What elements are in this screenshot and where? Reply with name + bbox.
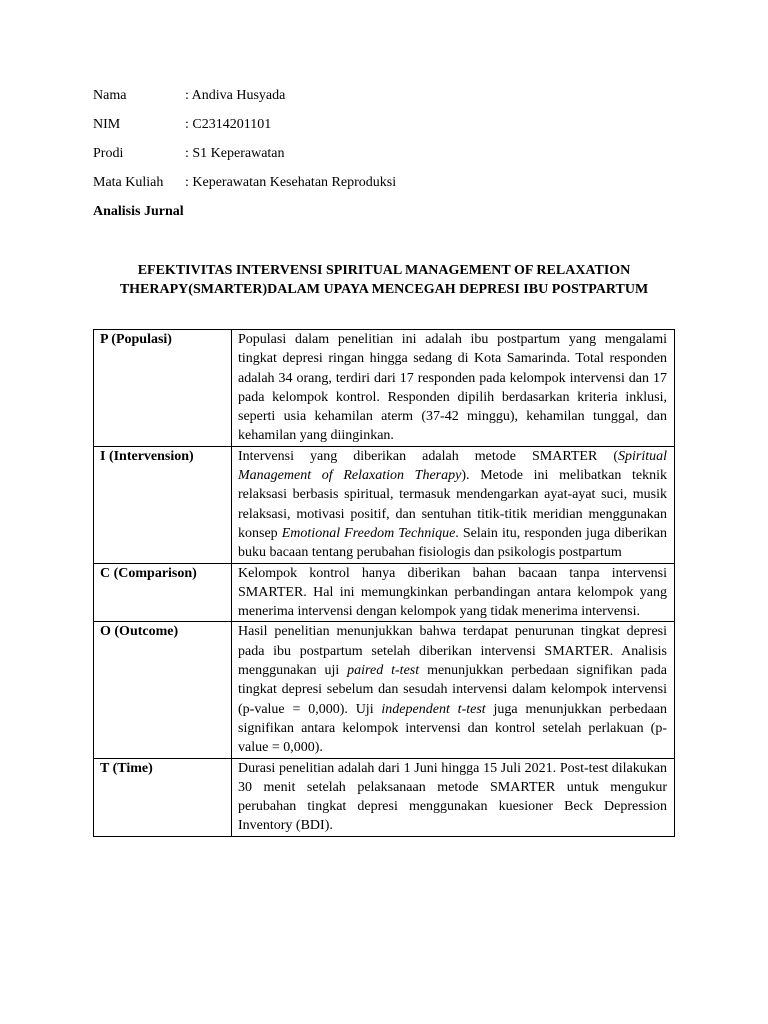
pico-content [232,446,675,563]
table-row [94,330,675,447]
text-segment: Intervensi yang diberikan adalah metode SMARTER ( [238,448,618,464]
italic-text-segment: Emotional Freedom Technique [281,525,456,541]
text-segment: ). Metode ini melibatkan teknik relaksasi berbasis spiritual, termasuk mendengarkan ayat-ayat suci, musik relaksasi, motivasi positif, dan sentuhan titik-titik meridian menggunakan konsep [238,468,668,541]
text-segment: Populasi dalam penelitian ini adalah ibu postpartum yang mengalami tingkat depresi ringan hingga sedang di Kota Samarinda. Total responden adalah 34 orang, terdiri dari 17 responden pada kelompok intervensi dan 17 pada kelompok kontrol. Responden dipilih berdasarkan kriteria inklusi, seperti usia kehamilan aterm (37-42 minggu), kehamilan tunggal, dan kehamilan yang diinginkan. [238,332,667,444]
info-row-prodi [93,144,653,173]
table-row [94,758,675,836]
pico-key: O (Outcome) [94,622,232,758]
text-segment: Durasi penelitian adalah dari 1 Juni hingga 15 Juli 2021. Post-test dilakukan 30 menit setelah pelaksanaan metode SMARTER untuk mengukur perubahan tingkat depresi menggunakan kuesioner Beck Depression Inventory (BDI). [238,760,667,834]
info-row-mata-kuliah [93,173,653,202]
text-segment: Kelompok kontrol hanya diberikan bahan bacaan tanpa intervensi SMARTER. Hal ini memungkinkan perbandingan antara kelompok yang menerima intervensi dengan kelompok yang tidak menerima intervensi. [238,565,667,620]
pico-content [232,563,675,622]
pico-key: I (Intervension) [94,446,232,563]
pico-content [232,622,675,758]
student-info [93,86,653,222]
field-value: : S1 Keperawatan [185,146,285,161]
text-segment: . Selain itu, responden juga diberikan buku bacaan tentang perubahan fisiologis dan psikologis postpartum [238,525,667,561]
italic-text-segment: independent t-test [381,701,486,717]
section-heading: Analisis Jurnal [93,204,184,219]
pico-key: T (Time) [94,758,232,836]
italic-text-segment: paired t-test [347,663,420,679]
info-row-nim [93,115,653,144]
field-value: : Andiva Husyada [185,88,286,103]
field-label: Mata Kuliah [93,175,164,190]
text-segment: juga menunjukkan perbedaan signifikan antara kelompok intervensi dan kontrol setelah perlakuan (p-value = 0,000). [238,701,667,756]
info-row-nama [93,86,653,115]
pico-key: P (Populasi) [94,330,232,447]
journal-title: EFEKTIVITAS INTERVENSI SPIRITUAL MANAGEMENT OF RELAXATION THERAPY(SMARTER)DALAM UPAYA MENCEGAH DEPRESI IBU POSTPARTUM [119,263,649,297]
field-value: : Keperawatan Kesehatan Reproduksi [185,175,397,190]
field-label: NIM [93,117,121,132]
pico-key: C (Comparison) [94,563,232,622]
pico-table [93,329,675,837]
text-segment: Hasil penelitian menunjukkan bahwa terdapat penurunan tingkat depresi pada ibu postpartum setelah diberikan intervensi SMARTER. Analisis menggunakan uji [238,624,667,679]
italic-text-segment: Spiritual Management of Relaxation Therapy [238,448,667,484]
field-label: Prodi [93,146,124,161]
table-row [94,446,675,563]
pico-content [232,330,675,447]
text-segment: menunjukkan perbedaan signifikan pada tingkat depresi sebelum dan sesudah intervensi dalam kelompok intervensi (p-value = 0,000). Uji [238,663,668,717]
pico-table-body [94,330,675,837]
field-value: : C2314201101 [185,117,272,132]
table-row [94,622,675,758]
pico-content [232,758,675,836]
field-label: Nama [93,88,127,103]
table-row [94,563,675,622]
